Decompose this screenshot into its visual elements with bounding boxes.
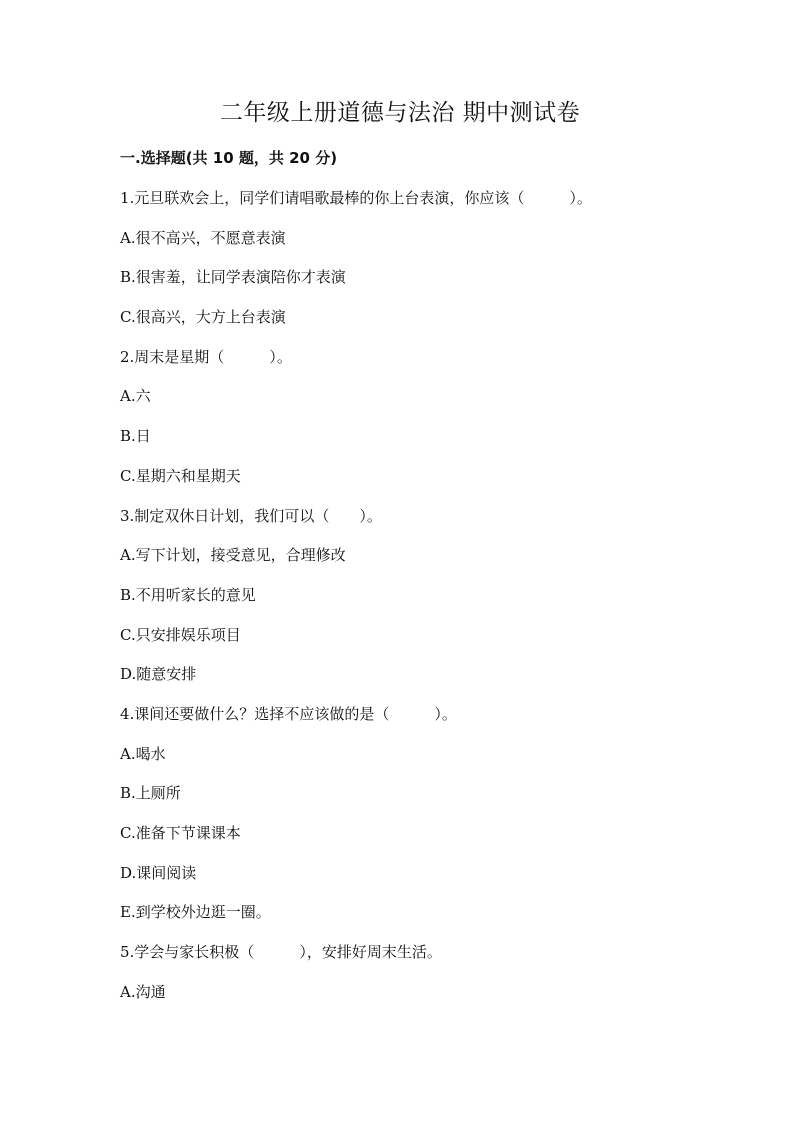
answer-option: A.喝水 bbox=[120, 744, 166, 763]
answer-option: C.很高兴，大方上台表演 bbox=[120, 308, 286, 327]
answer-option: A.写下计划，接受意见，合理修改 bbox=[120, 546, 346, 565]
answer-option: C.只安排娱乐项目 bbox=[120, 625, 241, 644]
question-stem: 4.课间还要做什么？选择不应该做的是（ ）。 bbox=[120, 704, 457, 723]
answer-option: C.星期六和星期天 bbox=[120, 466, 241, 485]
section-heading: 一.选择题(共 10 题，共 20 分) bbox=[120, 149, 338, 167]
question-stem: 1.元旦联欢会上，同学们请唱歌最棒的你上台表演，你应该（ ）。 bbox=[120, 189, 592, 207]
answer-option: D.随意安排 bbox=[120, 665, 197, 684]
answer-option: C.准备下节课课本 bbox=[120, 824, 241, 842]
answer-option: B.上厕所 bbox=[120, 784, 181, 803]
answer-option: A.沟通 bbox=[120, 982, 166, 1001]
answer-option: A.很不高兴，不愿意表演 bbox=[120, 228, 286, 247]
answer-option: B.很害羞，让同学表演陪你才表演 bbox=[120, 268, 346, 287]
question-stem: 5.学会与家长积极（ ），安排好周末生活。 bbox=[120, 943, 442, 962]
question-stem: 3.制定双休日计划，我们可以（ ）。 bbox=[120, 506, 382, 525]
answer-option: B.日 bbox=[120, 427, 151, 446]
answer-option: B.不用听家长的意见 bbox=[120, 585, 256, 604]
answer-option: A.六 bbox=[120, 387, 151, 406]
answer-option: D.课间阅读 bbox=[120, 863, 197, 882]
answer-option: E.到学校外边逛一圈。 bbox=[120, 903, 271, 922]
question-stem: 2.周末是星期（ ）。 bbox=[120, 347, 292, 366]
question-list bbox=[120, 187, 700, 1020]
page-title: 二年级上册道德与法治 期中测试卷 bbox=[219, 100, 581, 126]
